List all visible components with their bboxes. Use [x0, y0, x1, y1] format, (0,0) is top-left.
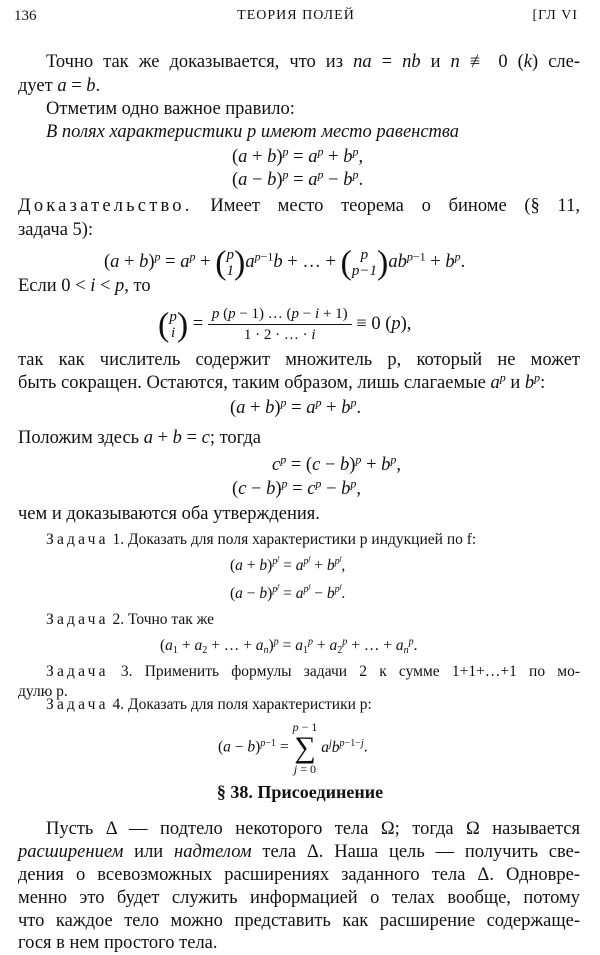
text-line: задача 5):	[18, 220, 94, 240]
chapter-ref: [ГЛ VI	[532, 8, 578, 23]
formula: $c^p = (c - b)^p + b^p$,	[272, 452, 402, 475]
text-line: Отметим одно важное правило:	[46, 99, 295, 119]
proof-word: Доказательство.	[18, 196, 193, 216]
formula: $(a + b)^p = a^p + (p$ $1)a^{p-1}b$ + … + ( p $p-1)ab^{p-1} + b^p$.	[104, 244, 466, 282]
text-line: быть сокращен. Остаются, таким образом, лишь слагаемые $a^p$ и $b^p$:	[18, 370, 546, 393]
text-line: так как числитель содержит множитель p, который не может	[18, 350, 580, 370]
formula: ($a_1 + a_2$ + … + $a_n)^p = a_1^p + a_2^p$ + … + $a_n^p$.	[160, 636, 418, 657]
text-line: Точно так же доказывается, что из na = nb и n ≢ 0 (k) сле-	[46, 52, 581, 72]
task-3-cont: дулю p.	[18, 683, 68, 700]
text-line: расширением или надтелом тела Δ. Наша цель — получить све-	[18, 842, 581, 862]
text-line: Доказательство. Имеет место теорема о биноме (§ 11,	[18, 196, 580, 216]
task-2: Задача 2. Точно так же	[46, 611, 215, 628]
formula: $(a + b)^{p^f} = a^{p^f} + b^{p^f}$,	[230, 555, 346, 574]
text-line: Пусть Δ — подтело некоторого тела Ω; тогда Ω называется	[46, 819, 580, 839]
page-number: 136	[14, 8, 37, 24]
page-header	[14, 8, 578, 30]
text-line: В полях характеристики p имеют место равенства	[46, 122, 460, 142]
text-line: гося в нем простого тела.	[18, 933, 218, 953]
task-4: Задача 4. Доказать для поля характеристики p:	[46, 696, 372, 713]
section-heading: § 38. Присоединение	[216, 782, 384, 802]
formula: $(a + b)^p = a^p + b^p$,	[232, 144, 364, 167]
text-line: Положим здесь a + b = c; тогда	[18, 428, 261, 448]
text-line: что каждое тело можно представить как расширение содержаще-	[18, 911, 580, 931]
formula: $(a - b)^{p-1} = p - 1$ ∑ j = 0 $a^jb^{p-1-j}$.	[218, 720, 368, 776]
running-title: ТЕОРИЯ ПОЛЕЙ	[237, 8, 355, 23]
text-line: менно это будет служить информацией о телах вообще, потому	[18, 888, 580, 908]
formula: $(a - b)^{p^f} = a^{p^f} - b^{p^f}$.	[230, 583, 346, 602]
text-line: дует a = b.	[18, 76, 101, 96]
task-1: Задача 1. Доказать для поля характеристики p индукцией по f:	[46, 531, 477, 548]
text-line: Если 0 < i < p, то	[18, 276, 151, 296]
formula: (p i) = $\frac{p (p - 1) \dots (p - i + 1)}{1 \cdot 2 \cdot \dots \cdot i}$ ≡ 0 (p),	[158, 306, 412, 344]
text-line: дения о всевозможных расширениях заданного тела Δ. Одновре-	[18, 865, 580, 885]
task-3: Задача 3. Применить формулы задачи 2 к сумме 1+1+…+1 по мо-	[46, 663, 580, 680]
formula: $(a - b)^p = a^p - b^p$.	[232, 167, 364, 190]
text-line: чем и доказываются оба утверждения.	[18, 504, 320, 524]
formula: $(c - b)^p = c^p - b^p$,	[232, 476, 362, 499]
formula: $(a + b)^p = a^p + b^p$.	[230, 395, 362, 418]
